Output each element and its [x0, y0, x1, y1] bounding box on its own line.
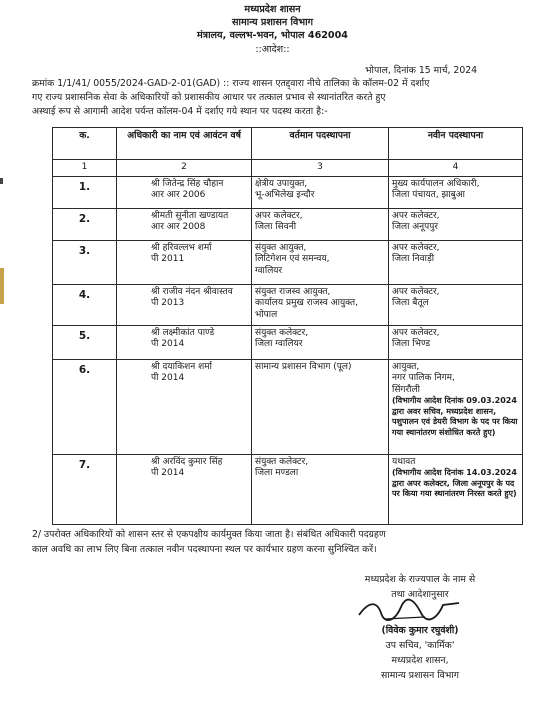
signatory-department: सामान्य प्रशासन विभाग [381, 670, 459, 681]
header-sno: क. [53, 128, 117, 160]
row-sno: 6. [53, 359, 117, 454]
current-posting-line: भोपाल [255, 309, 278, 320]
table-row [53, 325, 523, 359]
row-sno: 5. [53, 325, 117, 359]
header-order-title: ::आदेश:: [255, 44, 290, 55]
officer-name: श्री लक्ष्मीकांत पाण्डे [151, 327, 215, 338]
officer-name: श्री हरिवल्लभ शर्मा [151, 242, 212, 253]
new-posting-line: अपर कलेक्टर, [392, 210, 440, 221]
officer-cell [117, 325, 252, 359]
new-posting-cell [389, 176, 523, 208]
new-posting-line: सिंगरौली [392, 384, 420, 395]
current-posting-line: जिला मण्डला [255, 468, 299, 478]
officer-name: श्रीमती सुनीता खण्डायत [151, 210, 229, 221]
row-sno: 1. [53, 176, 117, 208]
header-address: मंत्रालय, वल्लभ-भवन, भोपाल 462004 [197, 30, 348, 41]
officer-cell [117, 240, 252, 284]
officer-cell [117, 284, 252, 325]
header-govt: मध्यप्रदेश शासन [244, 4, 301, 15]
officer-name: श्री राजीव नंदन श्रीवास्तव [151, 286, 233, 297]
closing-line-1: मध्यप्रदेश के राज्यपाल के नाम से [364, 574, 476, 585]
new-posting-cell [389, 240, 523, 284]
current-posting-line: ग्वालियर [255, 265, 283, 276]
new-posting-line: अपर कलेक्टर, [392, 242, 440, 253]
table-row [53, 454, 523, 524]
current-posting-line: कार्यालय प्रमुख राजस्व आयुक्त, [255, 298, 358, 308]
officer-year: आर आर 2008 [151, 222, 206, 232]
column-index: 1 [53, 160, 117, 177]
new-posting-line: जिला अनूपपुर [392, 222, 439, 232]
current-posting-cell [252, 325, 389, 359]
new-posting-line: मुख्य कार्यपालन अधिकारी, [392, 178, 480, 189]
current-posting-cell [252, 454, 389, 524]
table-row [53, 208, 523, 240]
place-date: भोपाल, दिनांक 15 मार्च, 2024 [365, 65, 478, 76]
current-posting-line: भू-अभिलेख इन्दौर [255, 190, 315, 200]
officer-name: श्री अरविंद कुमार सिंह [151, 456, 223, 467]
row-sno: 2. [53, 208, 117, 240]
officer-cell [117, 454, 252, 524]
new-posting-line: अपर कलेक्टर, [392, 286, 440, 297]
row-sno: 3. [53, 240, 117, 284]
new-posting-line: आयुक्त, [392, 361, 420, 372]
new-posting-cell [389, 208, 523, 240]
current-posting-cell [252, 284, 389, 325]
transfer-table [52, 127, 523, 525]
intro-line-3: अस्थाई रूप से आगामी आदेश पर्यन्त कॉलम-04 में दर्शाए गये स्थान पर पदस्थ करता है:- [32, 106, 328, 117]
officer-year: पी 2011 [151, 254, 185, 264]
table-row [53, 176, 523, 208]
officer-cell [117, 176, 252, 208]
new-posting-line: नगर पालिक निगम, [392, 373, 455, 383]
current-posting-line: संयुक्त कलेक्टर, [255, 456, 309, 467]
officer-name: श्री जितेन्द्र सिंह चौहान [151, 178, 224, 189]
para2-line-1: 2/ उपरोक्त अधिकारियों को शासन स्तर से एकपक्षीय कार्यमुक्त किया जाता है। संबंधित अधिकारी पदग्रहण [32, 529, 386, 540]
current-posting-line: जिला सिवनी [255, 222, 297, 232]
header-department: सामान्य प्रशासन विभाग [232, 17, 313, 28]
current-posting-line: लिटिगेशन एवं समन्वय, [255, 254, 330, 264]
current-posting-line: संयुक्त आयुक्त, [255, 242, 307, 253]
posting-note: (विभागीय आदेश दिनांक 09.03.2024 द्वारा अवर सचिव, मध्यप्रदेश शासन, पशुपालन एवं डेयरी विभाग के पद पर किया गया स्थानांतरण संशोधित करते हुए) [392, 396, 518, 437]
officer-cell [117, 208, 252, 240]
new-posting-cell [389, 284, 523, 325]
table-row [53, 284, 523, 325]
new-posting-line: यथावत [392, 456, 416, 467]
header-current-posting: वर्तमान पदस्थापना [252, 128, 389, 160]
officer-name: श्री दयाकिशन शर्मा [151, 361, 212, 372]
new-posting-cell [389, 359, 523, 454]
column-index-row [53, 160, 523, 177]
new-posting-cell [389, 454, 523, 524]
table-row [53, 240, 523, 284]
current-posting-cell [252, 176, 389, 208]
row-sno: 7. [53, 454, 117, 524]
officer-cell [117, 359, 252, 454]
header-officer-name: अधिकारी का नाम एवं आवंटन वर्ष [117, 128, 252, 160]
current-posting-cell [252, 359, 389, 454]
scan-edge-dot [0, 178, 3, 184]
officer-year: पी 2014 [151, 468, 185, 478]
signatory-name: (विवेक कुमार रघुवंशी) [381, 625, 459, 636]
current-posting-line: संयुक्त कलेक्टर, [255, 327, 309, 338]
current-posting-line: संयुक्त राजस्व आयुक्त, [255, 286, 331, 297]
column-index: 3 [252, 160, 389, 177]
row-sno: 4. [53, 284, 117, 325]
current-posting-cell [252, 208, 389, 240]
new-posting-line: जिला भिण्ड [392, 339, 431, 349]
closing-line-2: तथा आदेशानुसार [391, 589, 449, 600]
signatory-designation: उप सचिव, 'कार्मिक' [385, 640, 455, 651]
column-index: 2 [117, 160, 252, 177]
current-posting-cell [252, 240, 389, 284]
intro-line-2: गए राज्य प्रशासनिक सेवा के अधिकारियों को प्रशासकीय आधार पर तत्काल प्रभाव से स्थानांतरित करते हुए [32, 92, 386, 103]
new-posting-line: जिला निवाड़ी [392, 254, 435, 264]
para2-line-2: काल अवधि का लाभ लिए बिना तत्काल नवीन पदस्थापना स्थल पर कार्यभार ग्रहण करना सुनिश्चित करें। [32, 544, 377, 555]
officer-year: आर आर 2006 [151, 190, 206, 200]
intro-line-1: क्रमांक 1/1/41/ 0055/2024-GAD-2-01(GAD) :: राज्य शासन एतद्द्वारा नीचे तालिका के कॉलम-02 में दर्शाए [32, 78, 430, 89]
handwritten-signature [355, 597, 465, 623]
new-posting-line: जिला पंचायत, झाबुआ [392, 190, 466, 200]
header-new-posting: नवीन पदस्थापना [389, 128, 523, 160]
officer-year: पी 2014 [151, 373, 185, 383]
posting-note: (विभागीय आदेश दिनांक 14.03.2024 द्वारा अपर कलेक्टर, जिला अनूपपुर के पद पर किया गया स्थानांतरण निरस्त करते हुए) [392, 468, 517, 498]
table-row [53, 359, 523, 454]
current-posting-line: क्षेत्रीय उपायुक्त, [255, 178, 308, 189]
officer-year: पी 2013 [151, 298, 185, 308]
table-header-row [53, 128, 523, 160]
new-posting-line: अपर कलेक्टर, [392, 327, 440, 338]
scan-edge-mark [0, 268, 4, 304]
officer-year: पी 2014 [151, 339, 185, 349]
signatory-government: मध्यप्रदेश शासन, [391, 655, 449, 666]
current-posting-line: अपर कलेक्टर, [255, 210, 303, 221]
column-index: 4 [389, 160, 523, 177]
new-posting-cell [389, 325, 523, 359]
current-posting-line: जिला ग्वालियर [255, 339, 303, 349]
new-posting-line: जिला बैतूल [392, 298, 429, 308]
current-posting-line: सामान्य प्रशासन विभाग (पूल) [255, 361, 352, 372]
